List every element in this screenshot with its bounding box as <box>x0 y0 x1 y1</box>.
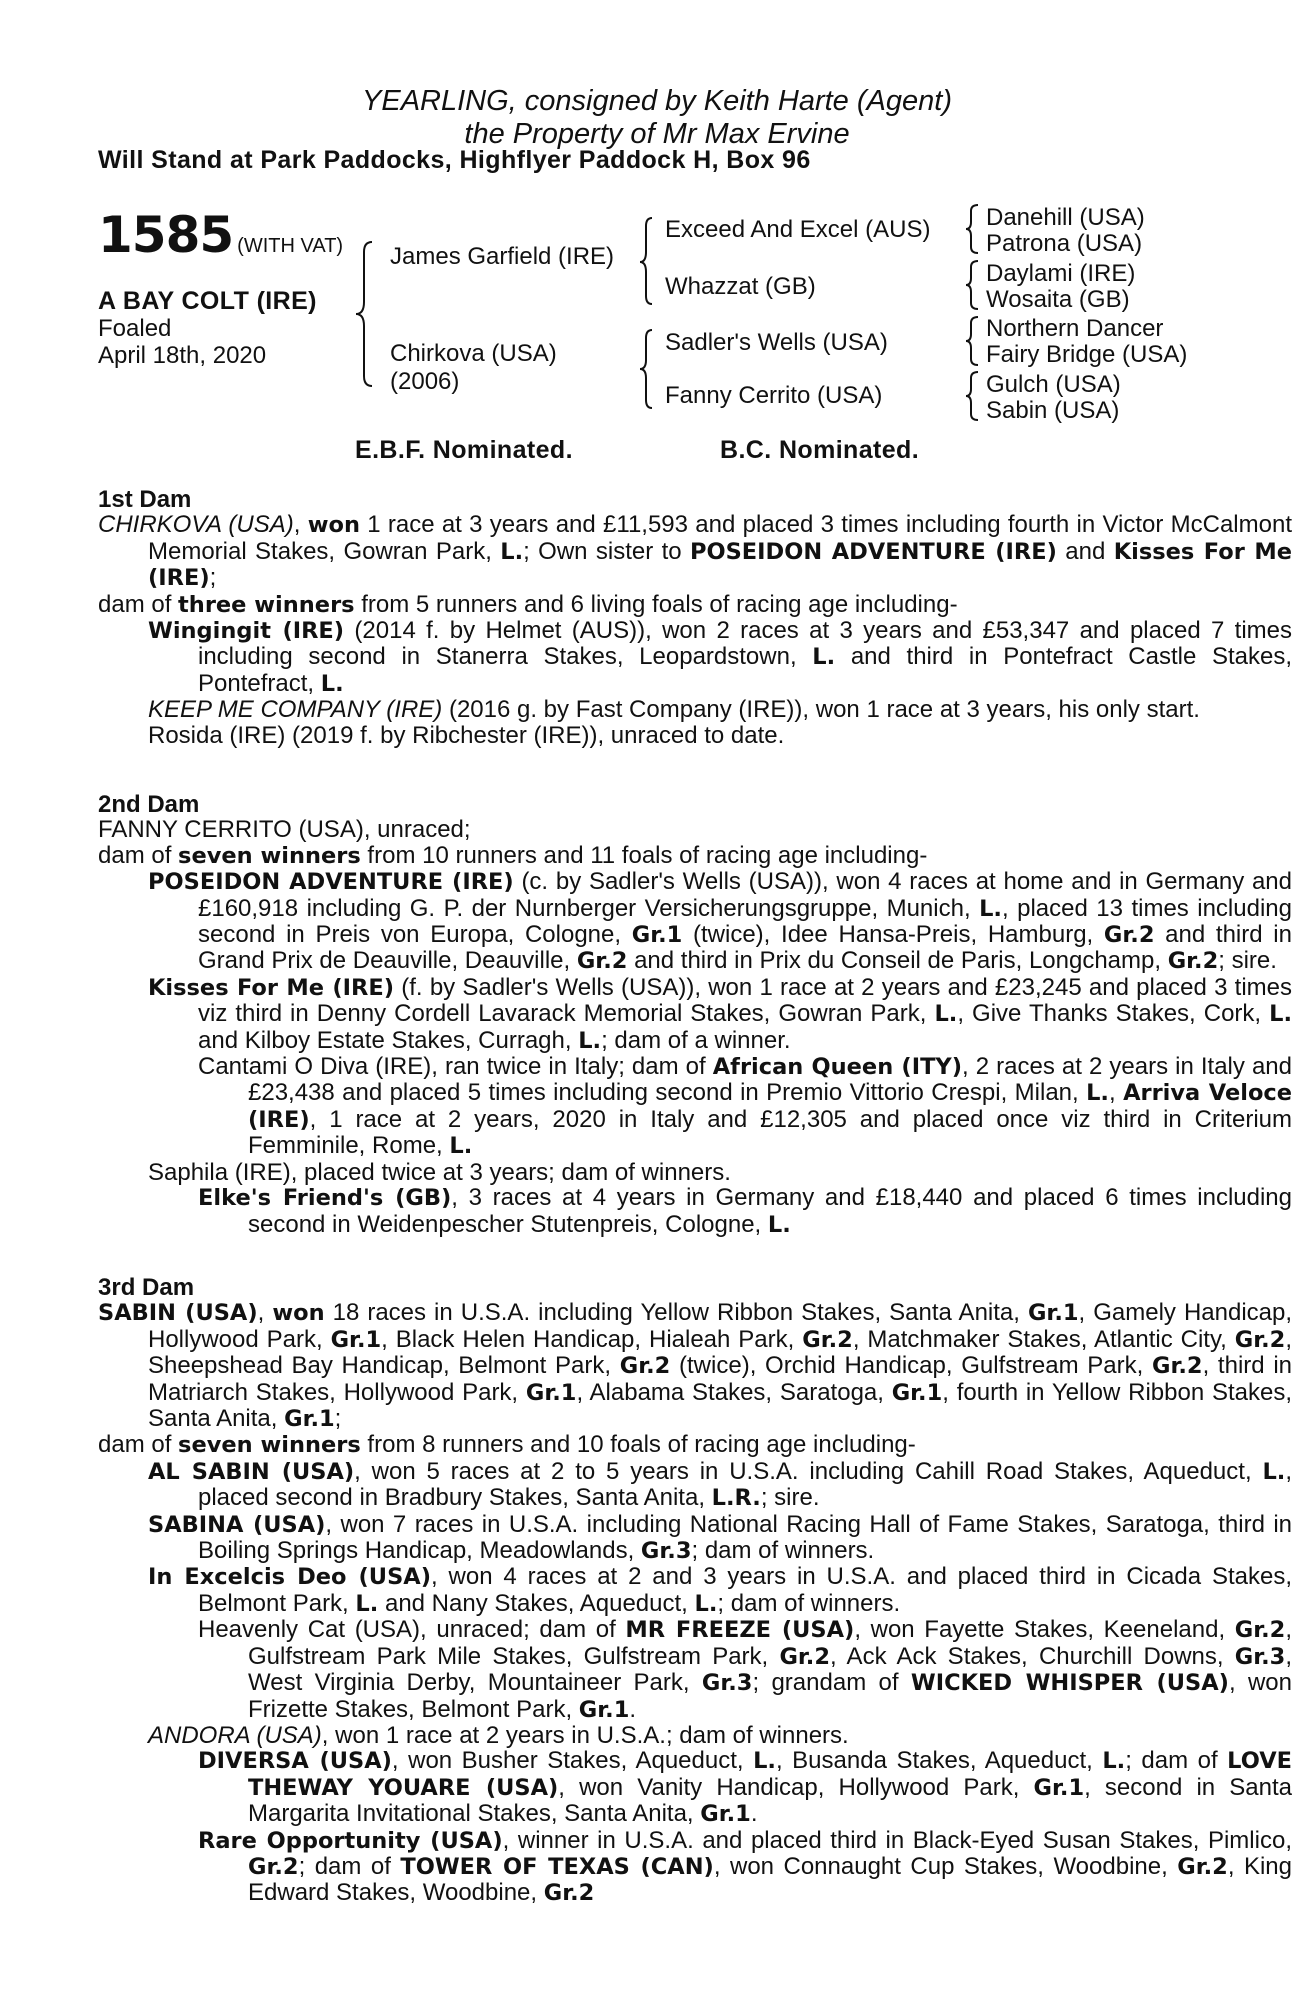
produce-entry <box>148 618 1292 697</box>
pedigree-sss: Danehill (USA) <box>986 204 1145 231</box>
bold-text-run: Kisses For Me (IRE) <box>148 538 1292 592</box>
bold-text-run: Gr.2 <box>1103 922 1155 949</box>
bold-text-run: L. <box>1262 1458 1286 1485</box>
text-run: ; dam of a winner. <box>601 1026 791 1054</box>
text-run: and <box>1056 537 1114 565</box>
pedigree-bracket-ss <box>966 203 982 255</box>
text-run: , <box>1108 1079 1124 1107</box>
bold-text-run: L.R. <box>711 1485 761 1512</box>
text-run: , Sheepshead Bay Handicap, Belmont Park, <box>148 1325 1293 1380</box>
bold-text-run: seven winners <box>178 1432 361 1459</box>
italic-text-run: KEEP ME COMPANY (IRE) <box>148 696 443 724</box>
bold-text-run: won <box>307 512 360 539</box>
produce-entry <box>198 1748 1292 1827</box>
consignment-line: YEARLING, consigned by Keith Harte (Agent) <box>362 85 952 117</box>
bold-text-run: Rare Opportunity (USA) <box>198 1827 503 1854</box>
text-run: dam of <box>98 1431 179 1459</box>
text-run: ; dam of winners. <box>717 1589 901 1617</box>
dam-produce-summary <box>98 592 1292 618</box>
text-run: , <box>257 1299 273 1327</box>
section-heading: 3rd Dam <box>98 1274 195 1301</box>
text-run: , won 4 races at 2 and 3 years in U.S.A. and placed third in Cicada Stakes, Belmont Park, <box>198 1563 1292 1617</box>
text-run: , winner in U.S.A. and placed third in Black-Eyed Susan Stakes, Pimlico, <box>502 1826 1292 1854</box>
bold-text-run: Gr.1 <box>330 1326 382 1353</box>
lot-number-block <box>98 206 343 264</box>
bold-text-run: L. <box>753 1748 776 1775</box>
bold-text-run: Gr.3 <box>640 1538 692 1565</box>
text-run: (2014 f. by Helmet (AUS)), won 2 races at 3 years and £53,347 and placed 7 times including second in Stanerra Stakes, Leopardstown, <box>198 617 1293 671</box>
produce-entry <box>198 1185 1292 1238</box>
text-run: Cantami O Diva (IRE), ran twice in Italy; dam of <box>198 1053 713 1081</box>
dam-entry <box>98 512 1292 591</box>
pedigree-ddd: Sabin (USA) <box>986 397 1120 424</box>
bold-text-run: Gr.1 <box>284 1406 335 1433</box>
foaled-label: Foaled <box>98 315 172 342</box>
text-run: ; sire. <box>1218 947 1277 975</box>
ebf-nominated: E.B.F. Nominated. <box>355 436 573 464</box>
pedigree-bracket-dam <box>640 328 660 410</box>
text-run: 18 races in U.S.A. including Yellow Ribbon Stakes, Santa Anita, <box>324 1299 1028 1327</box>
text-run: , King Edward Stakes, Woodbine, <box>248 1852 1292 1907</box>
text-run: , won Fayette Stakes, Keeneland, <box>854 1616 1235 1644</box>
produce-entry <box>198 1828 1292 1907</box>
text-run: (twice), Idee Hansa-Preis, Hamburg, <box>682 921 1104 949</box>
dam-entry <box>98 1300 1292 1432</box>
text-run: , won 1 race at 2 years in U.S.A.; dam of winners. <box>321 1721 849 1749</box>
produce-entry <box>148 1723 1292 1748</box>
bold-text-run: L. <box>355 1590 379 1617</box>
bold-text-run: SABINA (USA) <box>148 1511 326 1538</box>
pedigree-bracket-sd <box>966 259 982 311</box>
produce-entry <box>148 869 1292 975</box>
bold-text-run: L. <box>578 1027 602 1054</box>
italic-text-run: ANDORA (USA) <box>148 1721 322 1749</box>
text-run: and Nany Stakes, Aqueduct, <box>378 1589 695 1617</box>
text-run: , 1 race at 2 years, 2020 in Italy and £12,305 and placed once viz third in Criterium Femminile, Rome, <box>248 1105 1292 1160</box>
first-dam-section <box>98 487 1292 748</box>
text-run: and third in Prix du Conseil de Paris, Longchamp, <box>627 947 1168 975</box>
text-run: and third in Grand Prix de Deauville, Deauville, <box>198 921 1292 975</box>
text-run: , won Vanity Handicap, Hollywood Park, <box>558 1773 1034 1801</box>
bold-text-run: In Excelcis Deo (USA) <box>148 1564 431 1591</box>
bold-text-run: L. <box>449 1133 473 1160</box>
pedigree-bracket-sire <box>640 216 660 306</box>
text-run: , second in Santa Margarita Invitational Stakes, Santa Anita, <box>248 1773 1292 1828</box>
bold-text-run: L. <box>320 670 344 697</box>
bold-text-run: L. <box>979 895 1002 922</box>
text-run: from 5 runners and 6 living foals of racing age including- <box>354 590 958 618</box>
bold-text-run: L. <box>500 538 524 565</box>
pedigree-sdd: Wosaita (GB) <box>986 286 1130 313</box>
text-run: and third in Pontefract Castle Stakes, Pontefract, <box>198 643 1292 697</box>
text-run: , third in Matriarch Stakes, Hollywood Park, <box>148 1352 1292 1406</box>
bold-text-run: Gr.1 <box>891 1379 943 1406</box>
pedigree-bracket-main <box>358 240 380 390</box>
text-run: (c. by Sadler's Wells (USA)), won 4 races at home and in Germany and £160,918 including G. P. der Nurnberger Versicherungsgruppe, Munich, <box>198 868 1292 922</box>
pedigree-sire: James Garfield (IRE) <box>390 243 615 270</box>
text-run: , won 5 races at 2 to 5 years in U.S.A. including Cahill Road Stakes, Aqueduct, <box>354 1457 1263 1485</box>
text-run: Heavenly Cat (USA), unraced; dam of <box>198 1616 626 1644</box>
text-run: dam of <box>98 841 179 869</box>
pedigree-bracket-dd <box>966 370 982 422</box>
pedigree-bracket-ds <box>966 315 982 367</box>
text-run: , placed second in Bradbury Stakes, Santa Anita, <box>198 1457 1292 1512</box>
pedigree-sds: Daylami (IRE) <box>986 260 1136 287</box>
bold-text-run: three winners <box>178 591 355 618</box>
pedigree-dss: Northern Dancer <box>986 315 1164 342</box>
pedigree-dsd: Fairy Bridge (USA) <box>986 341 1188 368</box>
text-run: , fourth in Yellow Ribbon Stakes, Santa Anita, <box>148 1378 1292 1433</box>
pedigree-ssd: Patrona (USA) <box>986 230 1143 257</box>
text-run: , 2 races at 2 years in Italy and £23,438 and placed 5 times including second in Premio Vittorio Crespi, Milan, <box>248 1053 1292 1107</box>
text-run: , won Frizette Stakes, Belmont Park, <box>248 1669 1292 1723</box>
bold-text-run: seven winners <box>178 842 361 869</box>
text-run: , Busanda Stakes, Aqueduct, <box>775 1747 1103 1775</box>
text-run: FANNY CERRITO (USA), unraced; <box>98 816 471 844</box>
text-run: , placed 13 times including second in Preis von Europa, Cologne, <box>198 894 1292 949</box>
bold-text-run: Arriva Veloce (IRE) <box>248 1080 1293 1133</box>
bold-text-run: Gr.1 <box>631 922 683 949</box>
produce-entry <box>148 1459 1292 1512</box>
dam-produce-summary <box>98 1432 1292 1458</box>
pedigree-dam-year: (2006) <box>390 368 460 395</box>
stand-location: Will Stand at Park Paddocks, Highflyer Paddock H, Box 96 <box>98 146 811 174</box>
third-dam-section <box>98 1275 1292 1907</box>
bold-text-run: Gr.1 <box>525 1379 577 1406</box>
produce-entry <box>148 975 1292 1054</box>
produce-entry <box>148 1512 1292 1565</box>
bold-text-run: L. <box>767 1211 791 1238</box>
pedigree-dam-dam: Fanny Cerrito (USA) <box>665 382 883 409</box>
produce-entry <box>148 697 1292 722</box>
pedigree-sire-dam: Whazzat (GB) <box>665 273 816 300</box>
bold-text-run: AL SABIN (USA) <box>148 1458 355 1485</box>
text-run: , West Virginia Derby, Mountaineer Park, <box>248 1642 1292 1697</box>
section-heading: 2nd Dam <box>98 791 200 818</box>
text-run: , Black Helen Handicap, Hialeah Park, <box>381 1325 803 1353</box>
dam-produce-summary <box>98 843 1292 869</box>
foaled-date: April 18th, 2020 <box>98 342 267 369</box>
text-run: ; dam of <box>298 1852 401 1880</box>
bold-text-run: LOVE THEWAY YOUARE (USA) <box>248 1748 1292 1801</box>
text-run: . <box>750 1800 758 1828</box>
second-dam-section <box>98 792 1292 1238</box>
bold-text-run: Gr.2 <box>1234 1326 1286 1353</box>
bold-text-run: L. <box>1086 1080 1109 1107</box>
text-run: 1 race at 3 years and £11,593 and placed 3 times including fourth in Victor McCalmont Memorial Stakes, Gowran Park, <box>148 511 1292 565</box>
property-line: the Property of Mr Max Ervine <box>464 118 850 150</box>
bold-text-run: Gr.2 <box>619 1353 671 1380</box>
text-run: , won Busher Stakes, Aqueduct, <box>391 1747 754 1775</box>
pedigree-dam-sire: Sadler's Wells (USA) <box>665 329 888 356</box>
bold-text-run: Gr.3 <box>701 1670 753 1697</box>
bold-text-run: Gr.2 <box>1177 1853 1228 1880</box>
bold-text-run: L. <box>694 1590 718 1617</box>
text-run: ; <box>209 564 217 592</box>
pedigree-dds: Gulch (USA) <box>986 371 1121 398</box>
bold-text-run: L. <box>934 1001 958 1028</box>
text-run: and Kilboy Estate Stakes, Curragh, <box>198 1026 579 1054</box>
text-run: (2016 g. by Fast Company (IRE)), won 1 race at 3 years, his only start. <box>442 696 1200 724</box>
bold-text-run: won <box>272 1300 325 1327</box>
text-run: Saphila (IRE), placed twice at 3 years; dam of winners. <box>148 1158 731 1186</box>
bold-text-run: Gr.2 <box>1167 948 1219 975</box>
bold-text-run: Kisses For Me (IRE) <box>148 974 395 1001</box>
bold-text-run: Gr.2 <box>543 1880 595 1907</box>
bold-text-run: L. <box>1102 1748 1126 1775</box>
lot-number: 1585 <box>98 206 234 264</box>
text-run: , Alabama Stakes, Saratoga, <box>576 1378 892 1406</box>
text-run: , <box>293 511 308 539</box>
bold-text-run: Gr.2 <box>576 948 628 975</box>
pedigree-dam: Chirkova (USA) <box>390 340 557 367</box>
bold-text-run: WICKED WHISPER (USA) <box>910 1670 1229 1697</box>
bold-text-run: TOWER OF TEXAS (CAN) <box>400 1853 714 1880</box>
text-run: ; dam of <box>1125 1747 1228 1775</box>
text-run: (f. by Sadler's Wells (USA)), won 1 race at 2 years and £23,245 and placed 3 times viz third in Denny Cordell Lavarack Memorial Stakes, Gowran Park, <box>198 973 1292 1028</box>
produce-entry <box>198 1617 1292 1723</box>
text-run: , won Connaught Cup Stakes, Woodbine, <box>713 1852 1178 1880</box>
text-run: , Give Thanks Stakes, Cork, <box>957 1000 1270 1028</box>
lot-title: A BAY COLT (IRE) <box>98 287 317 315</box>
text-run: ; Own sister to <box>523 537 690 565</box>
text-run: dam of <box>98 590 179 618</box>
bold-text-run: Gr.1 <box>1033 1774 1085 1801</box>
bold-text-run: POSEIDON ADVENTURE (IRE) <box>689 538 1057 565</box>
bold-text-run: Gr.2 <box>1152 1353 1203 1380</box>
text-run: (twice), Orchid Handicap, Gulfstream Park, <box>670 1352 1152 1380</box>
bold-text-run: Gr.2 <box>248 1853 299 1880</box>
produce-entry <box>148 1160 1292 1185</box>
bold-text-run: Wingingit (IRE) <box>148 618 345 645</box>
vat-note: (WITH VAT) <box>237 235 344 257</box>
bold-text-run: L. <box>812 644 836 671</box>
bold-text-run: MR FREEZE (USA) <box>625 1617 855 1644</box>
text-run: ; grandam of <box>752 1669 911 1697</box>
text-run: , Matchmaker Stakes, Atlantic City, <box>852 1325 1235 1353</box>
italic-text-run: CHIRKOVA (USA) <box>98 511 294 539</box>
bc-nominated: B.C. Nominated. <box>720 436 920 464</box>
text-run: ; <box>334 1405 342 1433</box>
bold-text-run: Gr.1 <box>578 1696 630 1723</box>
bold-text-run: Gr.1 <box>1027 1300 1079 1327</box>
dam-entry <box>98 817 1292 842</box>
produce-entry <box>148 1564 1292 1617</box>
bold-text-run: African Queen (ITY) <box>712 1054 963 1081</box>
text-run: , Gulfstream Park Mile Stakes, Gulfstream Park, <box>248 1616 1292 1670</box>
section-heading: 1st Dam <box>98 486 192 513</box>
text-run: , Ack Ack Stakes, Churchill Downs, <box>830 1642 1235 1670</box>
produce-entry <box>148 723 1292 748</box>
text-run: from 8 runners and 10 foals of racing age including- <box>360 1431 916 1459</box>
bold-text-run: Gr.3 <box>1234 1643 1286 1670</box>
text-run: ; sire. <box>760 1484 820 1512</box>
bold-text-run: Gr.2 <box>802 1326 853 1353</box>
text-run: . <box>629 1695 637 1723</box>
bold-text-run: DIVERSA (USA) <box>198 1748 392 1775</box>
bold-text-run: Gr.1 <box>700 1801 751 1828</box>
produce-entry <box>198 1054 1292 1160</box>
bold-text-run: POSEIDON ADVENTURE (IRE) <box>148 869 514 896</box>
text-run: , Gamely Handicap, Hollywood Park, <box>148 1299 1293 1353</box>
bold-text-run: SABIN (USA) <box>98 1300 258 1327</box>
bold-text-run: Elke's Friend's (GB) <box>198 1185 452 1212</box>
text-run: , won 7 races in U.S.A. including National Racing Hall of Fame Stakes, Saratoga, third in Boiling Springs Handicap, Meadowlands, <box>198 1510 1293 1565</box>
text-run: ; dam of winners. <box>691 1537 875 1565</box>
bold-text-run: Gr.2 <box>1234 1617 1286 1644</box>
bold-text-run: Gr.2 <box>779 1643 830 1670</box>
text-run: Rosida (IRE) (2019 f. by Ribchester (IRE)), unraced to date. <box>148 721 785 749</box>
bold-text-run: L. <box>1269 1001 1292 1028</box>
text-run: from 10 runners and 11 foals of racing age including- <box>360 841 928 869</box>
text-run: , 3 races at 4 years in Germany and £18,440 and placed 6 times including second in Weidenpescher Stutenpreis, Cologne, <box>248 1184 1292 1238</box>
pedigree-sire-sire: Exceed And Excel (AUS) <box>665 216 931 243</box>
